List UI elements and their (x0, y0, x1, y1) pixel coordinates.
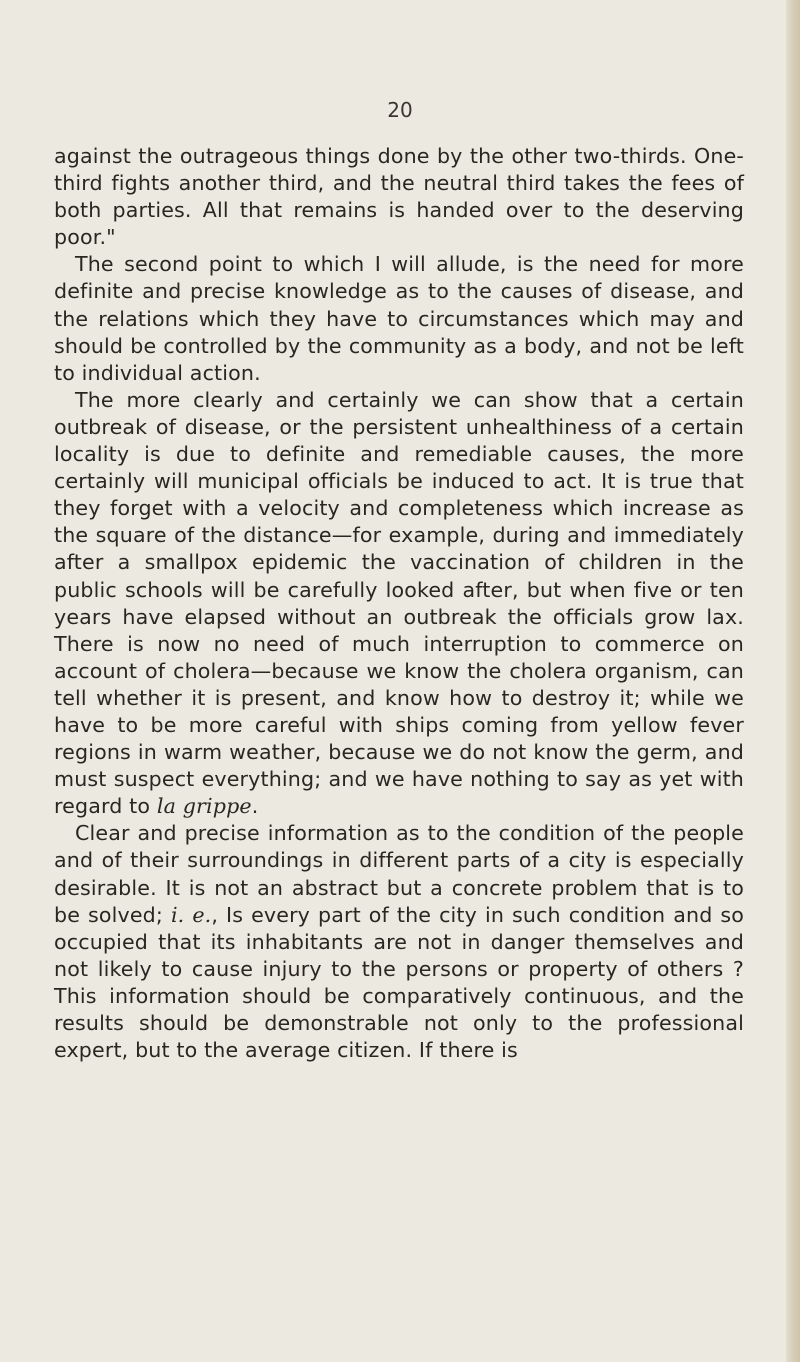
paragraph-4-text-after: , Is every part of the city in such condition and so occupied that its inhabitants are not in danger themselves and not likely to cause injury to the persons or property of others ? This information should be comparatively continuous, and the results should be demonstrable not only to the professional expert, but to the average citizen. If there is (54, 902, 745, 1063)
paragraph-3-text-after: . (251, 794, 259, 819)
page-edge (786, 0, 800, 1362)
paragraph-4 (54, 820, 744, 1064)
paragraph-2 (54, 251, 744, 386)
paragraph-4-text-before: Clear and precise information as to the condition of the people and of their surroundings in different parts of a city is especially desirable. It is not an abstract but a concrete problem that is to be solved; (54, 821, 744, 927)
paragraph-2-text: The second point to which I will allude, is the need for more definite and precise knowledge as to the causes of disease, and the relations which they have to circumstances which may and should be controlled by the community as a body, and not be left to individual action. (54, 252, 744, 385)
body-text (54, 143, 744, 1064)
paragraph-1-text: against the outrageous things done by the other two-thirds. One-third fights another third, and the neutral third takes the fees of both parties. All that remains is handed over to the deserving poor." (54, 144, 744, 250)
page-number: 20 (387, 98, 413, 122)
paragraph-1 (54, 143, 744, 251)
paragraph-4-italic-phrase: i. e. (170, 902, 212, 927)
paragraph-3 (54, 387, 744, 821)
paragraph-3-text-before: The more clearly and certainly we can show that a certain outbreak of disease, or the persistent unhealthiness of a certain locality is due to definite and remediable causes, the more certainly will municipal officials be induced to act. It is true that they forget with a velocity and completeness which increase as the square of the distance—for example, during and immediately after a smallpox epidemic the vaccination of children in the public schools will be carefully looked after, but when five or ten years have elapsed without an outbreak the officials grow lax. There is now no need of much interruption to commerce on account of cholera—because we know the cholera organism, can tell whether it is present, and know how to destroy it; while we have to be more careful with ships coming from yellow fever regions in warm weather, because we do not know the germ, and must suspect everything; and we have nothing to say as yet with regard to (54, 387, 744, 819)
paragraph-3-italic-phrase: la grippe (156, 794, 252, 819)
